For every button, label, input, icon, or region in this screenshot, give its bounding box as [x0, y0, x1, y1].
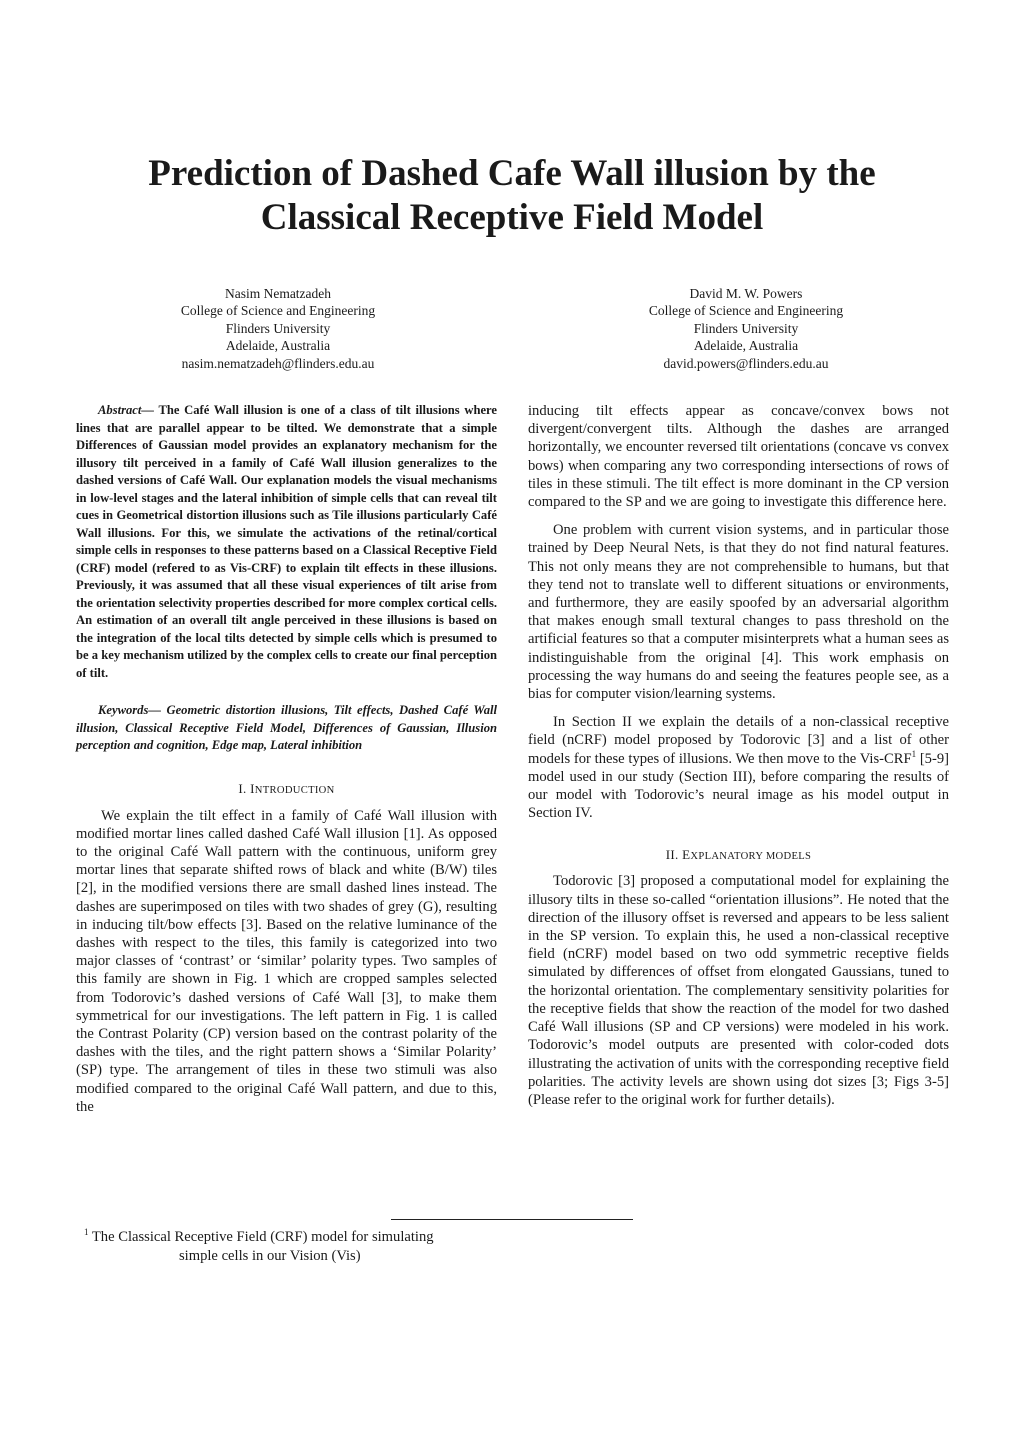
paper-title	[70, 152, 954, 240]
section-numeral: II.	[665, 847, 679, 863]
section-initial: E	[682, 847, 691, 863]
paragraph-todorovic: Todorovic [3] proposed a computational model for explaining the illusory tilts in these so-called “orientation illusions”. He noted that the direction of the illusory offset is reversed and appears to be less salient in the SP version. To explain this, he used a non-classical receptive field (nCRF) model based on two odd symmetric receptive fields simulated by differences of offset from elongated Gaussians, tuned to the horizontal orientation. The complementary sensitivity polarities for the receptive fields that show the reaction of the model for two dashed Café Wall illusions (SP and CP versions) were modeled in his work. Todorovic’s model outputs are presented with color-coded dots illustrating the activation of units with the corresponding receptive field polarities. The activity levels are shown using dot sizes [3; Figs 3-5] (Please refer to the original work for further details).	[528, 873, 949, 1108]
author-dept: College of Science and Engineering	[180, 303, 376, 319]
section-numeral: I.	[238, 780, 247, 796]
section-heading-introduction	[76, 780, 497, 799]
abstract-label: Abstract—	[98, 403, 154, 417]
author-dept: College of Science and Engineering	[648, 303, 844, 319]
footnote-line-1	[84, 1228, 504, 1247]
author-email: nasim.nematzadeh@flinders.edu.au	[181, 355, 375, 371]
section-heading-explanatory-models	[528, 846, 949, 865]
author-name: Nasim Nematzadeh	[224, 286, 332, 301]
left-column	[76, 402, 497, 1116]
footnote-ref: 1	[911, 748, 917, 759]
author-block-1	[128, 285, 428, 372]
paragraph-sections-overview	[528, 713, 949, 822]
section-title-rest: NTRODUCTION	[254, 784, 335, 796]
section-title-rest: XPLANATORY MODELS	[690, 851, 812, 863]
paragraph-text: [5-9] model used in our study (Section III), before comparing the results of our model with Todorovic’s neural image as his model output in Section IV.	[528, 750, 949, 822]
title-line-1: Prediction of Dashed Cafe Wall illusion by the	[148, 153, 876, 194]
author-university: Flinders University	[225, 320, 331, 336]
author-name: David M. W. Powers	[689, 286, 803, 301]
paragraph-text: In Section II we explain the details of a non-classical receptive field (nCRF) model proposed by Todorovic [3] and a list of other models for these types of illusions. We then move to the Vis-CRF	[528, 714, 949, 767]
footnote	[84, 1228, 504, 1266]
paragraph-deep-nets: One problem with current vision systems, and in particular those trained by Deep Neural Nets, is that they do not find natural features. This not only means they are not comprehensible to humans, but that they tend not to translate well to different situations or environments, and furthermore, they are easily spoofed by an adversarial algorithm that makes enough small textural changes to pass threshold on the artificial features so that a computer misinterprets what a human sees as indistinguishable from the original [4]. This work emphasis on processing the way humans do and seeing the features people see, as a bias for computer vision/learning systems.	[528, 522, 949, 703]
footnote-text: The Classical Receptive Field (CRF) model for simulating	[88, 1229, 434, 1245]
abstract-text: The Café Wall illusion is one of a class of tilt illusions where lines that are parallel appear to be tilted. We demonstrate that a simple Differences of Gaussian model provides an explanatory mechanism for the illusory tilt perceived in a family of Café Wall illusion generalizes to the dashed versions of Café Wall. Our explanation models the visual mechanisms in low-level stages and the lateral inhibition of simple cells that can reveal tilt cues in Geometrical distortion illusions such as Tile illusions particularly Café Wall illusions. For this, we simulate the activations of the retinal/cortical simple cells in responses to these patterns based on a Classical Receptive Field (CRF) model (refered to as Vis-CRF) to explain tilt effects in these illusions. Previously, it was assumed that all these visual experiences of tilt arise from the orientation selectivity properties described for more complex cortical cells. An estimation of an overall tilt angle perceived in these illusions is based on the integration of the local tilts detected by simple cells which is presumed to be a key mechanism utilized by the complex cells to create our final perception of tilt.	[76, 403, 497, 680]
intro-paragraph: We explain the tilt effect in a family of Café Wall illusion with modified mortar lines called dashed Café Wall illusion [1]. As opposed to the original Café Wall pattern with the continuous, uniform grey mortar lines that separate shifted rows of black and white (B/W) tiles [2], in the modified versions there are small dashed lines instead. The dashes are superimposed on tiles with two shades of grey (G), resulting in inducing tilt/bow effects [3]. Based on the relative luminance of the dashes with respect to the tiles, this family is categorized into two major classes of ‘contrast’ or ‘similar’ polarity types. Two samples of this family are shown in Fig. 1 which are cropped samples selected from Todorovic’s dashed versions of Café Wall [3], to make them symmetrical for our investigations. The left pattern in Fig. 1 is called the Contrast Polarity (CP) version based on the contrast polarity of the dashes with the tiles, and the right pattern shows a ‘Similar Polarity’ (SP) type. The arrangement of tiles in these two stimuli was also modified compared to the original Café Wall pattern, and due to this, the	[76, 807, 497, 1115]
author-university: Flinders University	[693, 320, 799, 336]
footnote-divider	[391, 1219, 633, 1220]
section-initial: I	[250, 780, 255, 796]
abstract	[76, 402, 497, 682]
paragraph-continued: inducing tilt effects appear as concave/convex bows not divergent/convergent tilts. Although the dashes are arranged horizontally, we encounter reversed tilt orientations (concave vs convex bows) when comparing any two corresponding intersections of rows of tiles in these stimuli. The tilt effect is more dominant in the CP version compared to the SP and we are going to investigate this difference here.	[528, 403, 949, 511]
right-column	[528, 402, 949, 1109]
author-location: Adelaide, Australia	[225, 338, 331, 354]
author-email: david.powers@flinders.edu.au	[663, 355, 829, 371]
keywords: Keywords— Geometric distortion illusions, Tilt effects, Dashed Café Wall illusion, Classical Receptive Field Model, Differences of Gaussian, Illusion perception and cognition, Edge map, Lateral inhibition	[76, 703, 497, 752]
title-line-2: Classical Receptive Field Model	[260, 197, 764, 238]
author-location: Adelaide, Australia	[693, 338, 799, 354]
footnote-line-2: simple cells in our Vision (Vis)	[179, 1248, 361, 1264]
author-block-2	[596, 285, 896, 372]
footnote-mark: 1	[84, 1227, 89, 1238]
